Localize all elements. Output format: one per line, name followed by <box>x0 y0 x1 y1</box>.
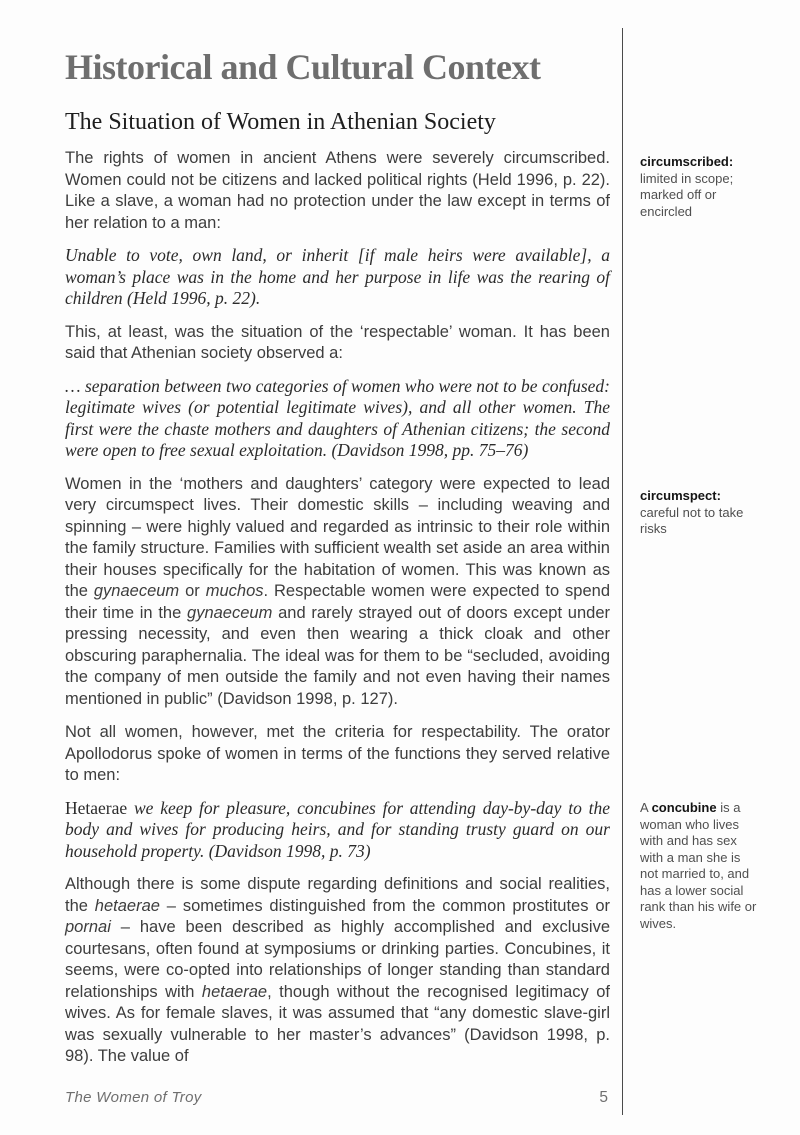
margin-note-circumscribed: circumscribed: limited in scope; marked off or encircled <box>640 154 734 219</box>
paragraph-gynaeceum: Women in the ‘mothers and daughters’ category were expected to lead very circumspect lives. Their domestic skills – including weaving and spinning – were highly valued and regarded as intrinsic to their role within the family structure. Families with sufficient wealth set aside an area within their houses specifically for the habitation of women. This was known as the gynaeceum or muchos. Respectable women were expected to spend their time in the gynaeceum and rarely strayed out of doors except under pressing necessity, and even then wearing a thick cloak and other obscuring paraphernalia. The ideal was for them to be “secluded, avoiding the company of men outside the family and not even having their names mentioned in public” (Davidson 1998, p. 127). <box>65 474 611 708</box>
paragraph-respectable: This, at least, was the situation of the ‘respectable’ woman. It has been said that Athenian society observed a: <box>65 322 610 363</box>
page-footer <box>65 1089 608 1107</box>
paragraph-intro: The rights of women in ancient Athens were severely circumscribed. Women could not be citizens and lacked political rights (Held 1996, p. 22). Like a slave, a woman had no protection under the law except in terms of her relation to a man: <box>65 149 610 232</box>
block-quote-held: Unable to vote, own land, or inherit [if male heirs were available], a woman’s place was in the home and her purpose in life was the rearing of children (Held 1996, p. 22). <box>65 245 610 309</box>
margin-note-concubine: A concubine is a woman who lives with and has sex with a man she is not married to, and has a lower social rank than his wife or wives. <box>640 800 757 931</box>
block-quote-davidson-75: … separation between two categories of women who were not to be confused: legitimate wives (or potential legitimate wives), and all other women. The first were the chaste mothers and daughters of Athenian citizens; the second were open to free sexual exploitation. (Davidson 1998, pp. 75–76) <box>65 375 610 461</box>
margin-divider-rule <box>622 28 623 1115</box>
section-heading: The Situation of Women in Athenian Society <box>65 108 496 135</box>
footer-book-title: The Women of Troy <box>65 1089 202 1106</box>
paragraph-hetaerae: Although there is some dispute regarding definitions and social realities, the hetaerae – sometimes distinguished from the common prostitutes or pornai – have been described as highly accomplished and exclusive courtesans, often found at symposiums or drinking parties. Concubines, it seems, were co-opted into relationships of longer standing than standard relationships with hetaerae, though without the recognised legitimacy of wives. As for female slaves, it was assumed that “any domestic slave-girl was sexually vulnerable to her master’s advances” (Davidson 1998, p. 98). The value of <box>65 875 610 1066</box>
main-text-column <box>65 0 610 1068</box>
block-quote-hetaerae: Hetaerae we keep for pleasure, concubines for attending day-by-day to the body and wives for producing heirs, and for standing trusty guard on our household property. (Davidson 1998, p. 73) <box>65 797 610 861</box>
footer-page-number: 5 <box>599 1089 608 1106</box>
margin-note-circumspect: circumspect: careful not to take risks <box>640 488 744 536</box>
page-title: Historical and Cultural Context <box>65 47 541 87</box>
paragraph-apollodorus: Not all women, however, met the criteria for respectability. The orator Apollodorus spoke of women in terms of the functions they served relative to men: <box>65 723 610 785</box>
